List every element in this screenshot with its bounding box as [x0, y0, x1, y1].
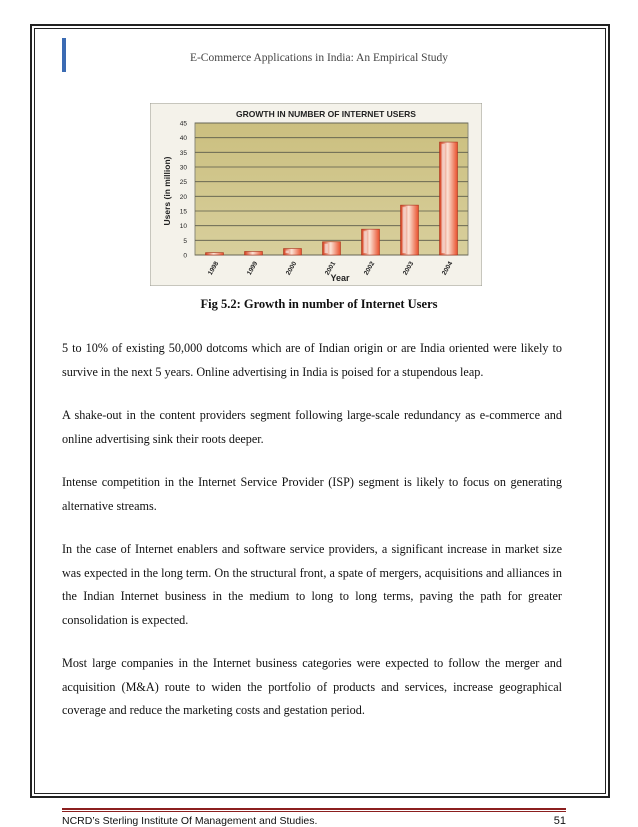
y-tick-label: 25 [179, 179, 187, 187]
plot-background [195, 123, 468, 255]
x-tick-label: 2004 [440, 260, 455, 277]
bar [245, 251, 263, 255]
x-tick-label: 2002 [362, 260, 377, 277]
paragraph: 5 to 10% of existing 50,000 dotcoms which are of Indian origin or are India oriented were likely to survive in the next 5 years. Online advertising in India is poised for a stupendous leap. [62, 341, 562, 379]
running-header: E-Commerce Applications in India: An Empirical Study [189, 52, 449, 64]
chart-x-axis-label: Year [330, 273, 350, 283]
chart-y-axis-label: Users (in million) [162, 156, 172, 226]
y-tick-label: 45 [179, 120, 187, 128]
footer-institute: NCRD’s Sterling Institute Of Management and Studies. [62, 815, 318, 827]
bar-highlight [364, 231, 367, 253]
bar-highlight [286, 251, 289, 253]
y-tick-label: 0 [183, 252, 187, 260]
body-text [62, 337, 562, 743]
bar [206, 253, 224, 255]
footer-rule [62, 808, 566, 812]
figure-caption: Fig 5.2: Growth in number of Internet Users [200, 297, 438, 311]
paragraph: Most large companies in the Internet business categories were expected to follow the merger and acquisition (M&A) route to widen the portfolio of products and services, increase geographical coverage and reduce the marketing costs and gestation period. [62, 656, 562, 717]
y-tick-label: 30 [179, 164, 187, 172]
chart-svg [150, 103, 482, 286]
y-tick-label: 5 [183, 237, 187, 245]
bar-highlight [403, 207, 406, 253]
bar-highlight [325, 244, 328, 253]
x-tick-label: 1998 [206, 260, 221, 277]
x-tick-label: 2000 [284, 260, 299, 277]
x-tick-label: 2003 [401, 260, 416, 277]
x-tick-label: 2001 [323, 260, 338, 277]
y-tick-label: 15 [179, 208, 187, 216]
y-tick-label: 40 [179, 135, 187, 143]
y-tick-label: 20 [179, 193, 187, 201]
internet-users-chart [150, 103, 482, 286]
x-tick-label: 1999 [245, 260, 260, 277]
page-number: 51 [553, 815, 566, 827]
paragraph: Intense competition in the Internet Service Provider (ISP) segment is likely to focus on generating alternative streams. [62, 475, 562, 513]
paragraph: A shake-out in the content providers segment following large-scale redundancy as e-commerce and online advertising sink their roots deeper. [62, 408, 562, 446]
chart-plot-area [180, 121, 468, 277]
y-tick-label: 10 [179, 223, 187, 231]
chart-title: GROWTH IN NUMBER OF INTERNET USERS [236, 109, 416, 119]
y-tick-label: 35 [179, 149, 187, 157]
bar-highlight [442, 144, 445, 253]
paragraph: In the case of Internet enablers and software service providers, a significant increase in market size was expected in the long term. On the structural front, a spate of mergers, acquisitions and alliances in the Indian Internet business in the medium to long to long terms, paving the path for greater consolidation is expected. [62, 542, 562, 627]
